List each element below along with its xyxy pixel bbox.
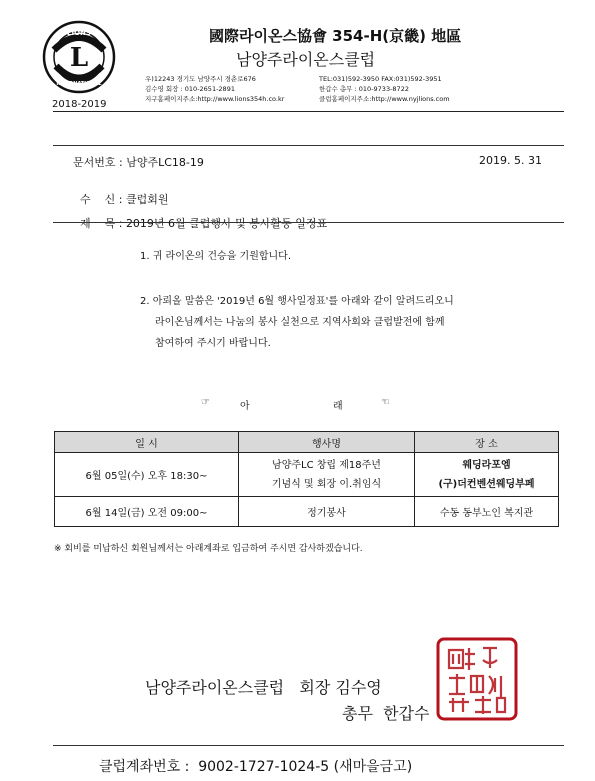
president-contact: 김수영 회장 : 010-2651-2891: [145, 85, 235, 93]
doc-number-row: [73, 154, 204, 170]
row1-place: [415, 453, 559, 497]
pointing-left-icon: ☜: [381, 397, 390, 408]
payment-note: ※ 회비를 미납하신 회원님께서는 아래계좌로 입금하여 주시면 감사하겠습니다.: [54, 544, 363, 554]
pointing-right-icon: ☞: [201, 397, 210, 408]
signature-line-2: 총무 한갑수: [342, 704, 430, 723]
header-place: 장 소: [415, 432, 559, 453]
paragraph-2-line-3: 참여하여 주시기 바랍니다.: [155, 338, 271, 349]
header-date: 일 시: [55, 432, 239, 453]
club-seal-stamp: [435, 636, 519, 722]
below-heading-b: 래: [333, 401, 343, 412]
row2-event: 정기봉사: [239, 497, 415, 527]
row1-place-line2: (구)더컨벤션웨딩부페: [438, 478, 535, 490]
meta-top-divider: [53, 145, 564, 146]
table-header-row: [55, 432, 559, 453]
svg-text:LIONS: LIONS: [67, 29, 91, 37]
row1-date: 6월 05일(수) 오후 18:30~: [55, 453, 239, 497]
club-year: 2018-2019: [52, 99, 107, 110]
svg-text:INTERNATIONAL: INTERNATIONAL: [56, 81, 102, 87]
row2-place: 수동 동부노인 복지관: [415, 497, 559, 527]
club-site: 클럽홈페이지주소:http://www.nyjlions.com: [319, 95, 450, 103]
subject-row: [73, 202, 327, 231]
schedule-table: [54, 431, 559, 527]
table-row: [55, 453, 559, 497]
table-row: [55, 497, 559, 527]
row1-place-line1: 웨딩라포엠: [462, 459, 511, 471]
paragraph-2-line-2: 라이온님께서는 나눔의 봉사 실천으로 지역사회와 클럽발전에 함께: [155, 317, 445, 328]
row1-event: [239, 453, 415, 497]
recipient-label: 수 신 :: [80, 193, 126, 206]
address-text: 우)12243 경기도 남양주시 경춘로676: [145, 75, 256, 83]
row2-date: 6월 14일(금) 오전 09:00~: [55, 497, 239, 527]
subject: 2019년 6월 클럽행사 및 봉사활동 일정표: [125, 217, 328, 230]
secretary-contact: 한갑수 총무 : 010-9733-8722: [319, 85, 409, 93]
paragraph-2-line-1: 2. 아뢰올 말씀은 '2019년 6월 행사일정표'를 아래와 같이 알려드리오니: [140, 296, 454, 307]
district-site: 지구홈페이지주소:http://www.lions354h.co.kr: [145, 95, 285, 103]
meta-bottom-divider: [53, 222, 564, 223]
lions-logo: [42, 20, 116, 94]
signature-line-1: 남양주라이온스클럽 회장 김수영: [145, 678, 382, 697]
association-title: 國際라이온스協會 354-H(京畿) 地區: [209, 27, 462, 45]
tel-text: TEL:031)592-3950 FAX:031)592-3951: [319, 75, 442, 83]
svg-text:L: L: [69, 43, 89, 73]
footer-divider: [53, 745, 564, 746]
header-event: 행사명: [239, 432, 415, 453]
doc-number: 남양주LC18-19: [126, 156, 204, 169]
recipient: 클럽회원: [125, 193, 169, 206]
row1-event-line1: 남양주LC 창립 제18주년: [272, 459, 381, 471]
below-heading-a: 아: [240, 401, 250, 412]
header-divider: [53, 111, 564, 112]
row1-event-line2: 기념식 및 회장 이.취임식: [271, 478, 382, 490]
subject-label: 제 목 :: [80, 217, 126, 230]
paragraph-1: 1. 귀 라이온의 건승을 기원합니다.: [140, 251, 292, 262]
bank-account: 클럽계좌번호 : 9002-1727-1024-5 (새마을금고): [99, 759, 413, 775]
doc-number-label: 문서번호 :: [73, 156, 127, 169]
doc-date: 2019. 5. 31: [479, 154, 542, 167]
club-title: 남양주라이온스클럽: [236, 50, 376, 69]
